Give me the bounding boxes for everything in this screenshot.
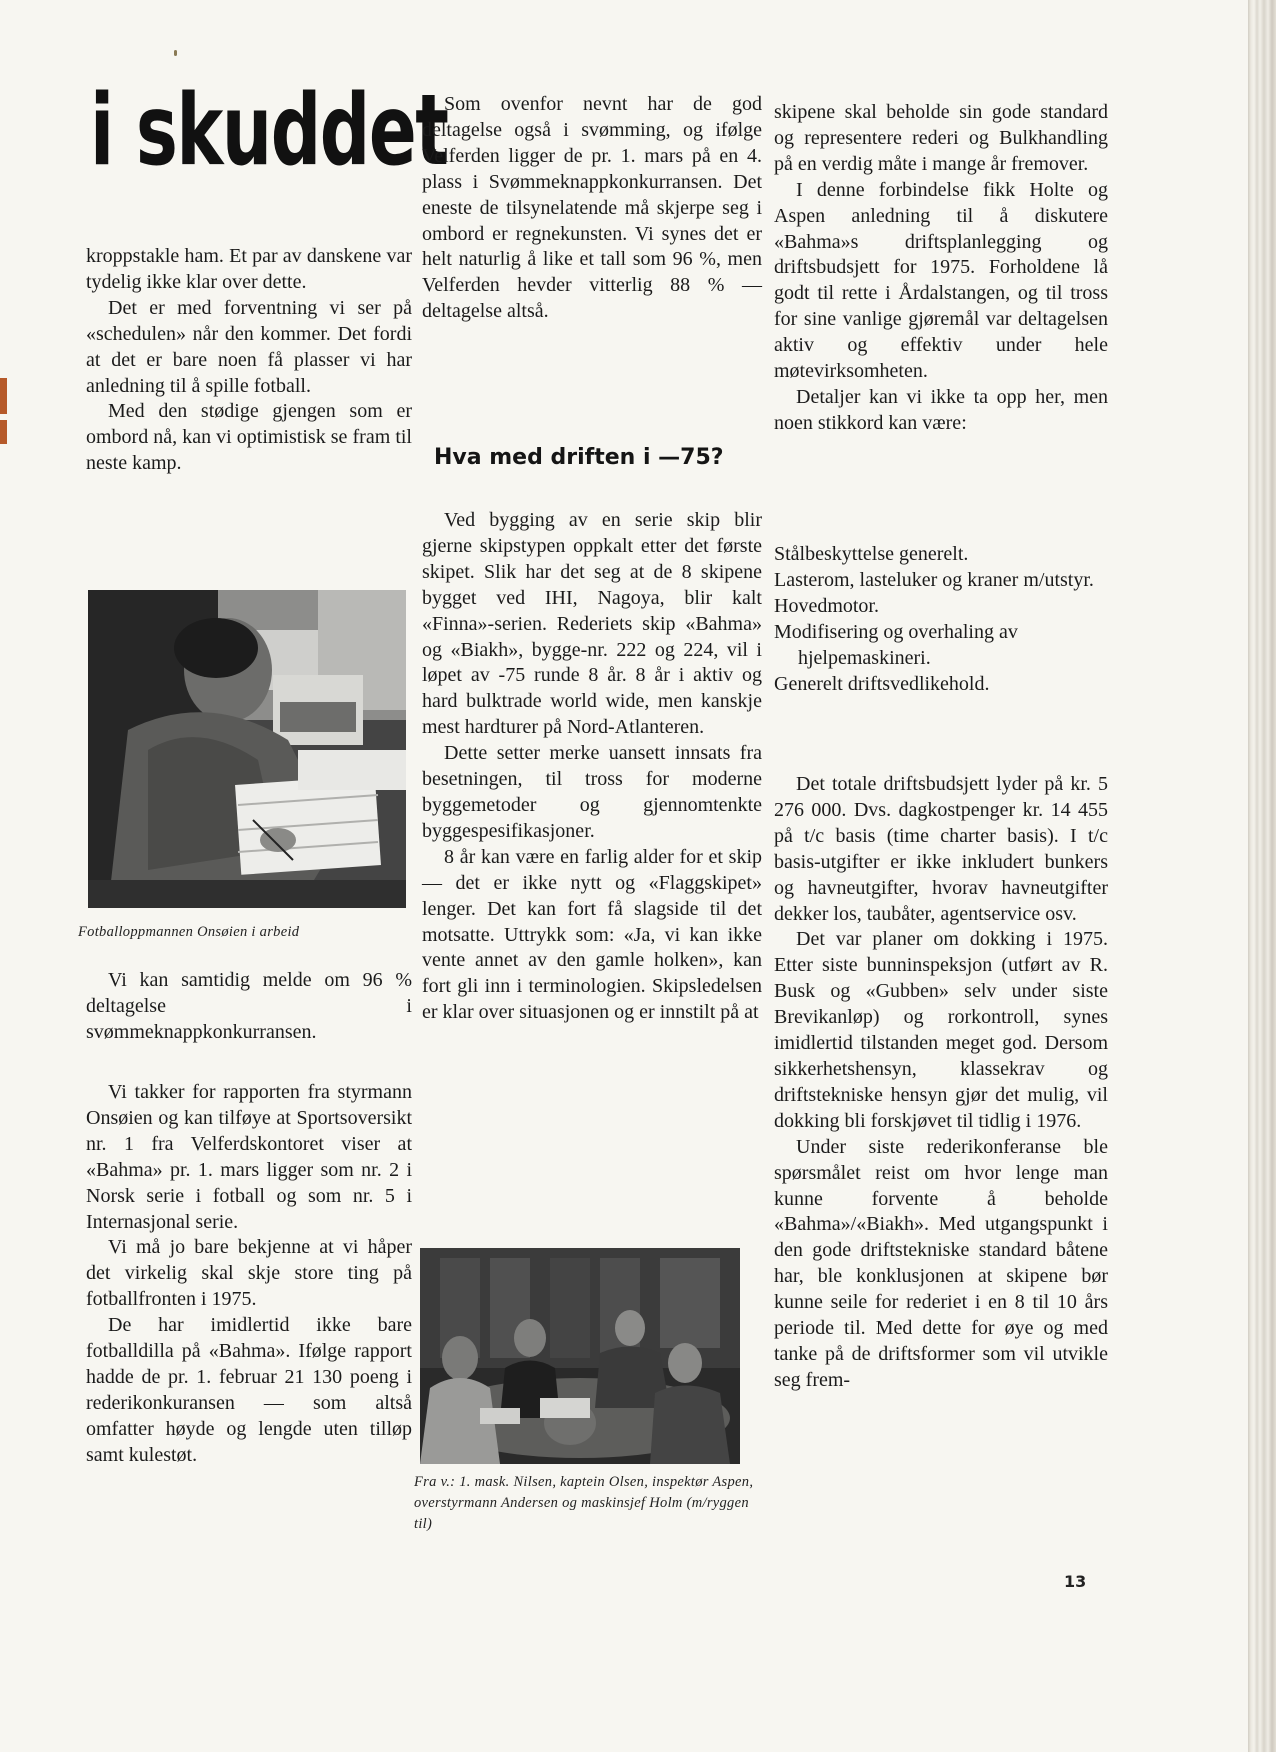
paragraph: skipene skal beholde sin gode standard og representere rederi og Bulkhandling på en verdig måte i mange år fremover. xyxy=(774,101,1108,175)
photo-meeting-image xyxy=(420,1248,740,1464)
ink-speck xyxy=(174,50,177,56)
column-2-top xyxy=(422,92,762,325)
column-1-after-photo xyxy=(86,968,412,1046)
list-item: Lasterom, lasteluker og kraner m/utstyr. xyxy=(774,568,1094,591)
paragraph: Vi kan samtidig melde om 96 % deltagelse i svømmeknappkonkurransen. xyxy=(86,969,412,1043)
column-3-bottom xyxy=(774,772,1108,1394)
paragraph: Dette setter merke uansett innsats fra besetningen, til tross for moderne byggemetoder og gjennomtenkte byggespesifikasjoner. xyxy=(422,742,762,842)
headline: i skuddet xyxy=(90,74,448,188)
paragraph: De har imidlertid ikke bare fotballdilla på «Bahma». Ifølge rapport hadde de pr. 1. februar 21 130 poeng i rederikonkuransen — som altså omfatter høyde og lengde uten tilløp samt kulestøt. xyxy=(86,1314,412,1466)
page-stack-edge xyxy=(1248,0,1276,1752)
paragraph: 8 år kan være en farlig alder for et skip — det er ikke nytt og «Flaggskipet» lenger. Det kan fort få slagside til det motsatte. Uttrykk som: «Ja, vi kan ikke vente annet av den gamle holken», kan fort gli inn i terminologien. Skipsledelsen er klar over situasjonen og er innstilt på at xyxy=(422,845,762,1024)
paragraph: Vi takker for rapporten fra styrmann Onsøien og kan tilføye at Sportsoversikt nr. 1 fra Velferdskontoret viser at «Bahma» pr. 1. mars ligger som nr. 2 i Norsk serie i fotball og som nr. 5 i Internasjonal serie. xyxy=(86,1081,412,1233)
paragraph: Vi må jo bare bekjenne at vi håper det virkelig skal skje store ting på fotballfronten i 1975. xyxy=(86,1236,412,1311)
paragraph: Ved bygging av en serie skip blir gjerne skipstypen oppkalt etter det første skipet. Slik har det seg at de 8 skipene bygget ved IHI, Nagoya, blir kalt «Finna»-serien. Rederiets skip «Bahma» og «Biakh», bygge-nr. 222 og 224, vil i løpet av -75 runde 8 år. 8 år i aktiv og hard bulktrade world wide, men kanskje mest hardturer på Nord-Atlanteren. xyxy=(422,509,762,739)
column-3-top xyxy=(774,100,1108,437)
section-subheading: Hva med driften i —75? xyxy=(434,445,724,470)
column-1-intro xyxy=(86,244,412,477)
photo-football-manager-image xyxy=(88,590,406,908)
page-number: 13 xyxy=(1064,1572,1087,1591)
list-item: Modifisering og overhaling av hjelpemaskineri. xyxy=(774,620,1018,669)
photo-caption: Fra v.: 1. mask. Nilsen, kaptein Olsen, inspektør Aspen, overstyrmann Andersen og maskinsjef Holm (m/ryggen til) xyxy=(414,1474,754,1532)
paragraph: Det totale driftsbudsjett lyder på kr. 5 276 000. Dvs. dagkostpenger kr. 14 455 på t/c basis (time charter basis). I t/c basis-utgifter er ikke inkludert bunkers og havneutgifter, hvorav havneutgifter dekker los, taubåter, agentservice osv. xyxy=(774,773,1108,925)
paragraph: Det var planer om dokking i 1975. Etter siste bunninspeksjon (utført av R. Busk og «Gubben» selv under siste Brevikanløp) og rorkontroll, synes imidlertid tilstanden meget god. Dersom sikkerhetshensyn, klassekrav og driftstekniske hensyn gjør det mulig, vil dokking bli forskjøvet til tidlig i 1976. xyxy=(774,928,1108,1132)
list-item: Stålbeskyttelse generelt. xyxy=(774,543,969,565)
paragraph: I denne forbindelse fikk Holte og Aspen anledning til å diskutere «Bahma»s driftsplanlegging og driftsbudsjett for 1975. Forholdene lå godt til rette i Årdalstangen, og til tross for sine vanlige gjøremål var deltagelsen aktiv og effektiv under hele møtevirksomheten. xyxy=(774,178,1108,383)
paragraph: Detaljer kan vi ikke ta opp her, men noen stikkord kan være: xyxy=(774,385,1108,434)
keyword-list xyxy=(774,542,1108,697)
paragraph: Det er med forventning vi ser på «schedulen» når den kommer. Det fordi at det er bare noen få plasser vi har anledning til å spille fotball. xyxy=(86,296,412,397)
column-2-body xyxy=(422,508,762,1026)
column-1-closing xyxy=(86,1080,412,1469)
binding-mark xyxy=(0,378,7,414)
photo-caption: Fotballoppmannen Onsøien i arbeid xyxy=(78,924,300,940)
photo-meeting xyxy=(420,1248,740,1464)
paragraph: Under siste rederikonferanse ble spørsmålet reist om hvor lenge man kunne forvente å beholde «Bahma»/«Biakh». Med utgangspunkt i den gode driftstekniske standard båtene har, ble konklusjonen at skipene bør kunne seile for rederiet i en 8 til 10 års periode til. Med dette for øye og med tanke på de driftsformer som vil utvikle seg frem- xyxy=(774,1135,1108,1391)
paragraph: kroppstakle ham. Et par av danskene var tydelig ikke klar over dette. xyxy=(86,245,412,293)
binding-mark xyxy=(0,420,7,444)
list-item: Generelt driftsvedlikehold. xyxy=(774,672,990,695)
paragraph: Som ovenfor nevnt har de god deltagelse også i svømming, og ifølge Velferden ligger de pr. 1. mars på en 4. plass i Svømmeknappkonkurransen. Det eneste de tilsynelatende må skjerpe seg i ombord er regnekunsten. Vi synes det er helt naturlig å like et tall som 96 %, men Velferden hevder vitterlig 88 % — deltagelse altså. xyxy=(422,93,762,323)
photo-football-manager xyxy=(88,590,406,908)
paragraph: Med den stødige gjengen som er ombord nå, kan vi optimistisk se fram til neste kamp. xyxy=(86,400,412,475)
list-item: Hovedmotor. xyxy=(774,594,879,617)
